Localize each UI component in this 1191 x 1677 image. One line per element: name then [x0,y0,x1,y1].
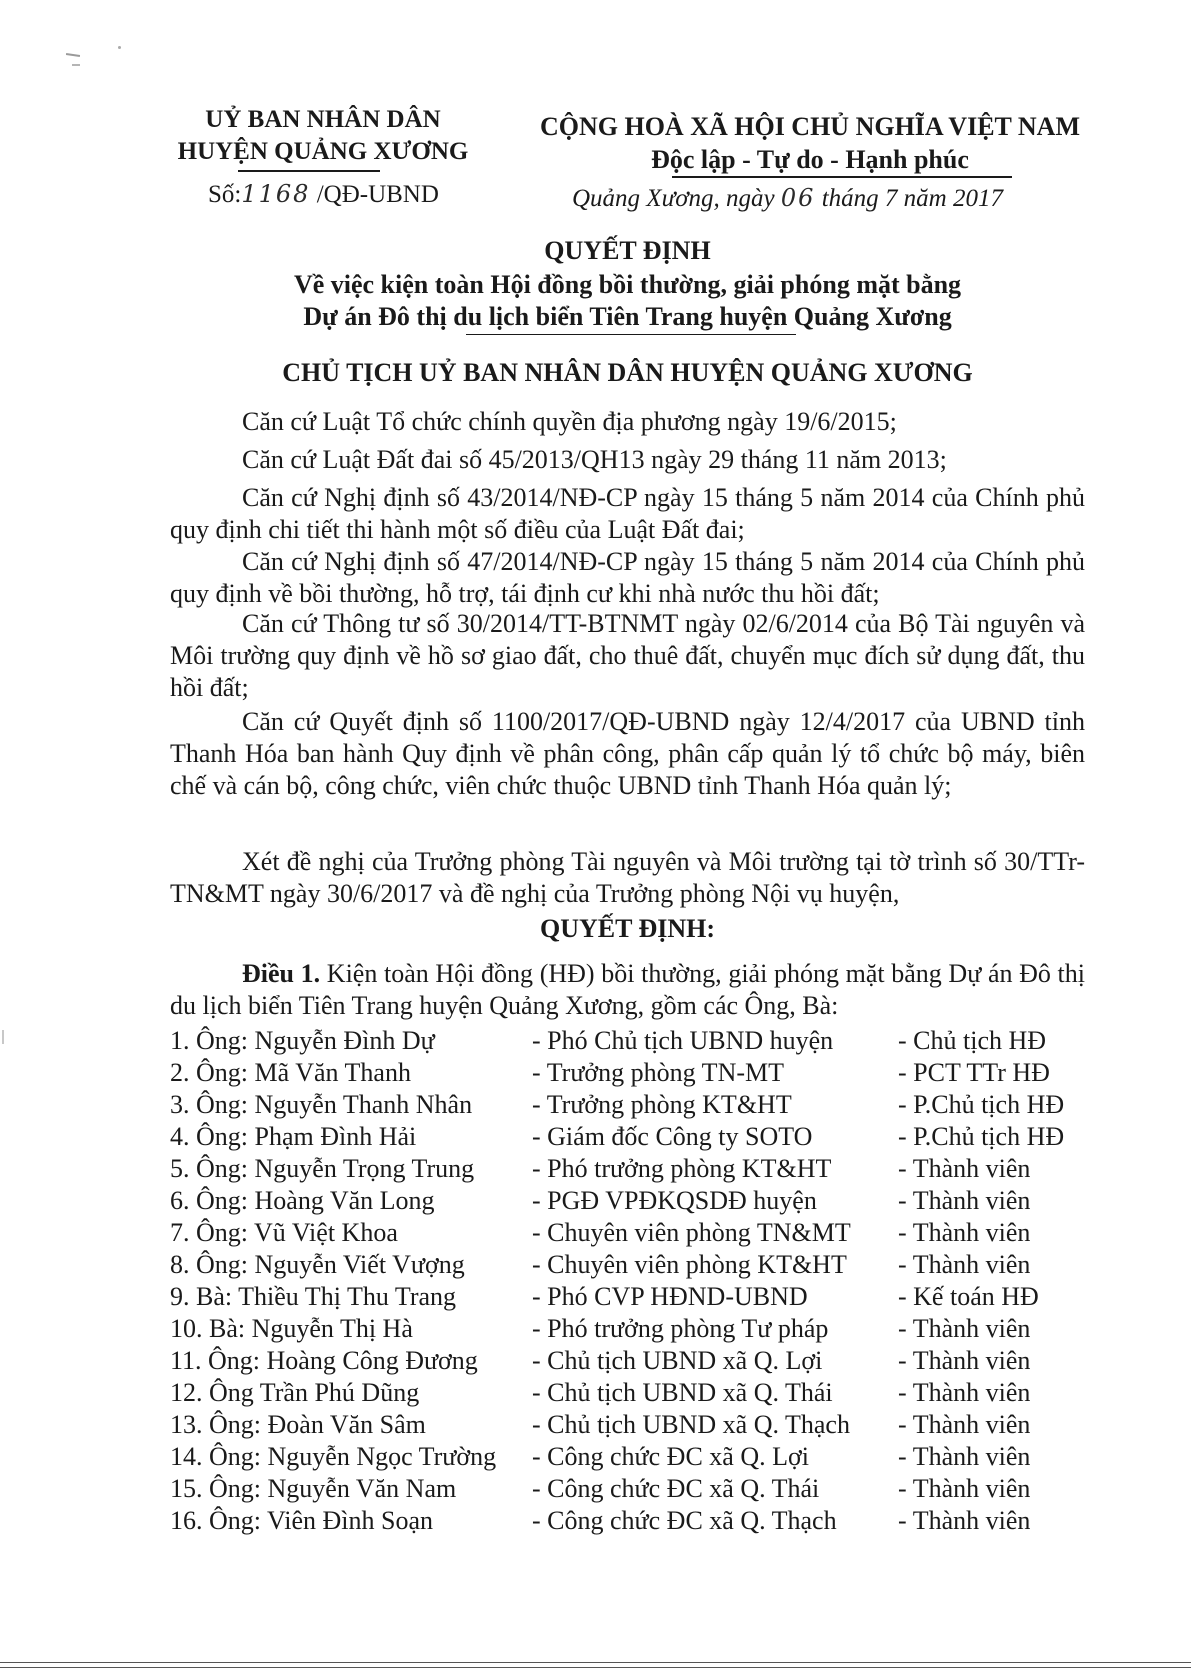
scan-artifact [66,53,80,57]
member-role: - Thành viên [898,1154,1031,1183]
member-role: - Thành viên [898,1410,1031,1439]
member-position: - Công chức ĐC xã Q. Thạch [532,1506,837,1535]
member-position: - Phó trưởng phòng KT&HT [532,1154,832,1183]
national-motto: Độc lập - Tự do - Hạnh phúc [651,145,969,174]
doc-number-prefix: Số: [208,181,242,208]
scan-edge-line [0,1662,1191,1663]
member-role: - Kế toán HĐ [898,1282,1039,1311]
member-row [170,1314,1090,1344]
member-name: 16. Ông: Viên Đình Soạn [170,1506,434,1535]
member-position: - Phó Chủ tịch UBND huyện [532,1026,834,1055]
member-name: 8. Ông: Nguyễn Viết Vượng [170,1250,465,1279]
member-role: - Thành viên [898,1218,1031,1247]
document-subject-line2: Dự án Đô thị du lịch biển Tiên Trang huyện Quảng Xương [303,302,952,331]
member-name: 6. Ông: Hoàng Văn Long [170,1186,435,1215]
date-prefix: Quảng Xương, ngày [572,185,775,212]
member-position: - Phó trưởng phòng Tư pháp [532,1314,829,1343]
paragraph-text: Xét đề nghị của Trưởng phòng Tài nguyên và Môi trường tại tờ trình số 30/TTr-TN&MT ngày 30/6/2017 và đề nghị của Trưởng phòng Nội vụ huyện, [170,847,1085,908]
member-role: - Thành viên [898,1442,1031,1471]
paragraph-text: Căn cứ Nghị định số 47/2014/NĐ-CP ngày 15 tháng 5 năm 2014 của Chính phủ quy định về bồi thường, hỗ trợ, tái định cư khi nhà nước thu hồi đất; [170,547,1085,608]
issuer-line1: UỶ BAN NHÂN DÂN [205,106,441,133]
member-row [170,1506,1090,1536]
date-day-handwritten: 06 [780,184,816,212]
member-row [170,1058,1090,1088]
member-role: - Thành viên [898,1186,1031,1215]
member-row [170,1090,1090,1120]
article-1-label: Điều 1. [242,959,321,988]
doc-number-handwritten: 1168 [241,180,311,208]
member-role: - Thành viên [898,1506,1031,1535]
member-role: - Thành viên [898,1378,1031,1407]
issuer-underline [238,170,380,172]
member-row [170,1122,1090,1152]
authority-heading: CHỦ TỊCH UỶ BAN NHÂN DÂN HUYỆN QUẢNG XƯƠNG [282,358,973,387]
national-title: CỘNG HOÀ XÃ HỘI CHỦ NGHĨA VIỆT NAM [539,112,1081,141]
paragraph-text: Căn cứ Quyết định số 1100/2017/QĐ-UBND ngày 12/4/2017 của UBND tỉnh Thanh Hóa ban hành Quy định về phân công, phân cấp quản lý tổ chức bộ máy, biên chế và cán bộ, công chức, viên chức thuộc UBND tỉnh Thanh Hóa quản lý; [170,707,1085,800]
member-position: - Giám đốc Công ty SOTO [532,1122,813,1151]
decision-heading: QUYẾT ĐỊNH: [539,914,716,943]
member-role: - Thành viên [898,1346,1031,1375]
paragraph-text: Căn cứ Luật Đất đai số 45/2013/QH13 ngày 29 tháng 11 năm 2013; [242,445,947,474]
member-role: - P.Chủ tịch HĐ [898,1122,1065,1151]
member-role: - Thành viên [898,1250,1031,1279]
member-row [170,1026,1090,1056]
member-row [170,1218,1090,1248]
member-position: - Chuyên viên phòng TN&MT [532,1218,851,1247]
paragraph-text [170,958,1085,1022]
legal-basis-1 [170,406,1085,438]
doc-number [208,178,439,211]
scan-artifact [118,46,121,49]
paragraph-text: Căn cứ Luật Tổ chức chính quyền địa phương ngày 19/6/2015; [242,407,897,436]
member-name: 15. Ông: Nguyễn Văn Nam [170,1474,457,1503]
issuer-line2: HUYỆN QUẢNG XƯƠNG [177,138,469,165]
article-1 [170,958,1085,1022]
member-name: 2. Ông: Mã Văn Thanh [170,1058,411,1087]
member-row [170,1186,1090,1216]
member-row [170,1154,1090,1184]
member-name: 9. Bà: Thiều Thị Thu Trang [170,1282,457,1311]
motto-underline [672,176,1012,178]
legal-basis-3 [170,482,1085,546]
subject-underline [466,334,796,335]
member-position: - Công chức ĐC xã Q. Thái [532,1474,820,1503]
scan-artifact [2,1030,4,1044]
member-role: - Chủ tịch HĐ [898,1026,1047,1055]
document-title: QUYẾT ĐỊNH [544,236,711,265]
member-position: - PGĐ VPĐKQSDĐ huyện [532,1186,817,1215]
member-row [170,1378,1090,1408]
scan-artifact [72,64,80,66]
member-name: 14. Ông: Nguyễn Ngọc Trường [170,1442,497,1471]
member-name: 11. Ông: Hoàng Công Đương [170,1346,478,1375]
legal-basis-2 [170,444,1085,476]
legal-basis-5 [170,608,1085,704]
place-date [572,184,1003,213]
member-name: 12. Ông Trần Phú Dũng [170,1378,420,1407]
member-position: - Trưởng phòng TN-MT [532,1058,785,1087]
member-name: 5. Ông: Nguyễn Trọng Trung [170,1154,475,1183]
scan-edge-line [0,1667,1191,1668]
member-name: 4. Ông: Phạm Đình Hải [170,1122,417,1151]
member-position: - Chủ tịch UBND xã Q. Thạch [532,1410,850,1439]
member-role: - PCT TTr HĐ [898,1058,1050,1087]
member-name: 1. Ông: Nguyễn Đình Dự [170,1026,435,1055]
legal-basis-6 [170,706,1085,802]
member-position: - Phó CVP HĐND-UBND [532,1282,808,1311]
member-position: - Chủ tịch UBND xã Q. Thái [532,1378,833,1407]
document-subject-line1: Về việc kiện toàn Hội đồng bồi thường, giải phóng mặt bằng [293,270,962,299]
member-row [170,1250,1090,1280]
member-position: - Trưởng phòng KT&HT [532,1090,792,1119]
date-suffix: tháng 7 năm 2017 [821,185,1003,212]
member-row [170,1474,1090,1504]
article-1-text: Kiện toàn Hội đồng (HĐ) bồi thường, giải phóng mặt bằng Dự án Đô thị du lịch biển Tiên Trang huyện Quảng Xương, gồm các Ông, Bà: [170,959,1086,1020]
member-role: - P.Chủ tịch HĐ [898,1090,1065,1119]
member-row [170,1282,1090,1312]
paragraph-text: Căn cứ Thông tư số 30/2014/TT-BTNMT ngày 02/6/2014 của Bộ Tài nguyên và Môi trường quy định về hồ sơ giao đất, cho thuê đất, chuyển mục đích sử dụng đất, thu hồi đất; [170,609,1085,702]
member-position: - Công chức ĐC xã Q. Lợi [532,1442,809,1471]
member-row [170,1410,1090,1440]
member-row [170,1346,1090,1376]
paragraph-text: Căn cứ Nghị định số 43/2014/NĐ-CP ngày 15 tháng 5 năm 2014 của Chính phủ quy định chi tiết thi hành một số điều của Luật Đất đai; [170,483,1085,544]
member-name: 10. Bà: Nguyễn Thị Hà [170,1314,413,1343]
member-position: - Chuyên viên phòng KT&HT [532,1250,847,1279]
doc-number-suffix: /QĐ-UBND [316,181,439,208]
member-position: - Chủ tịch UBND xã Q. Lợi [532,1346,823,1375]
member-role: - Thành viên [898,1474,1031,1503]
legal-basis-4 [170,546,1085,610]
member-role: - Thành viên [898,1314,1031,1343]
member-name: 7. Ông: Vũ Việt Khoa [170,1218,398,1247]
member-row [170,1442,1090,1472]
legal-basis-7 [170,846,1085,910]
member-name: 13. Ông: Đoàn Văn Sâm [170,1410,426,1439]
member-name: 3. Ông: Nguyễn Thanh Nhân [170,1090,473,1119]
